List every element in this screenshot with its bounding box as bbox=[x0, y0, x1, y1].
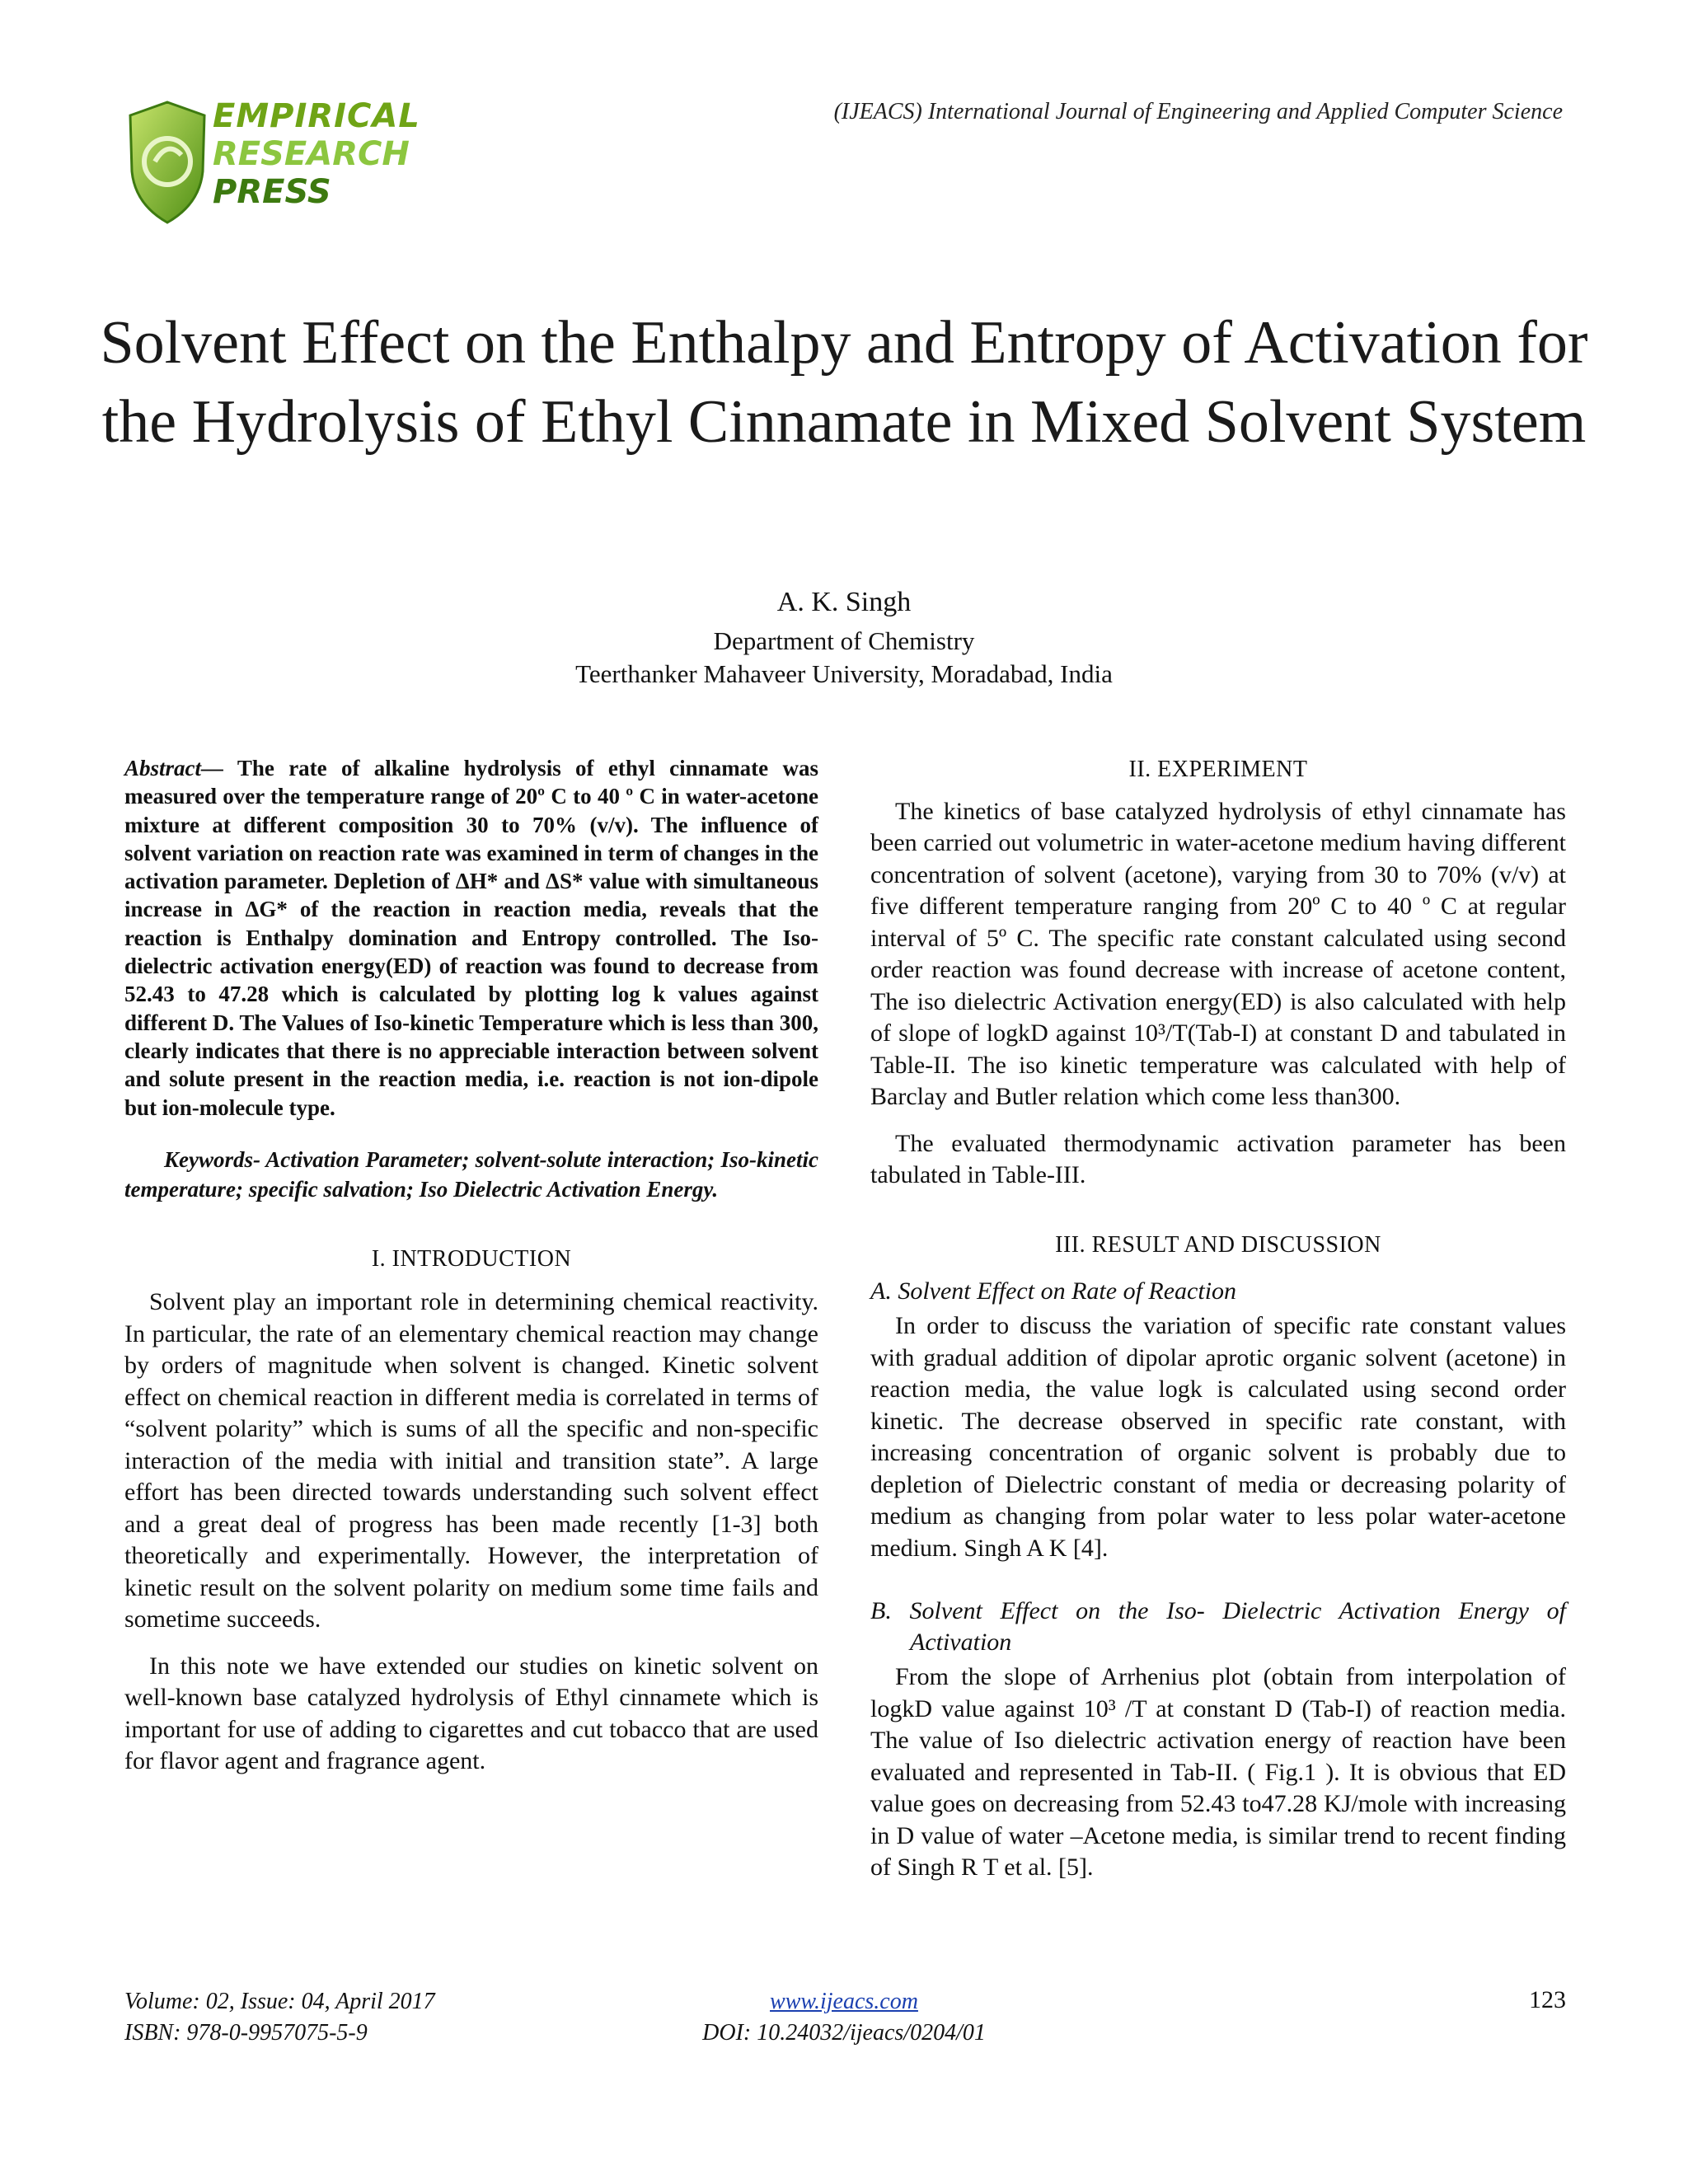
keywords: Keywords- Activation Parameter; solvent-solute interaction; Iso-kinetic temperature; specific salvation; Iso Dielectric Activation Energy. bbox=[124, 1146, 818, 1202]
section-heading-introduction: I. INTRODUCTION bbox=[371, 1245, 572, 1272]
section-heading-experiment: II. EXPERIMENT bbox=[1128, 757, 1308, 782]
subsection-heading-a: A. Solvent Effect on Rate of Reaction bbox=[870, 1277, 1237, 1305]
left-column bbox=[124, 754, 818, 1778]
results-paragraph-a: In order to discuss the variation of specific rate constant values with gradual addition of dipolar aprotic organic solvent (acetone) in reaction media, the value logk is calculated using second order kinetic. The decrease observed in specific rate constant, with increasing concentration of organic solvent is probably due to depletion of Dielectric constant of media or decreasing polarity of medium as changing from polar water to less polar water-acetone medium. Singh A K [4]. bbox=[870, 1312, 1566, 1562]
footer-isbn: ISBN: 978-0-9957075-5-9 bbox=[124, 2020, 368, 2046]
experiment-paragraph-2: The evaluated thermodynamic activation parameter has been tabulated in Table-III. bbox=[870, 1129, 1566, 1188]
intro-paragraph-2: In this note we have extended our studies on kinetic solvent on well-known base catalyzed hydrolysis of Ethyl cinnamete which is important for use of adding to cigarettes and cut tobacco that are used for flavor agent and fragrance agent. bbox=[124, 1652, 818, 1775]
publisher-logo bbox=[122, 97, 420, 229]
logo-line-3: PRESS bbox=[213, 173, 331, 211]
page-number: 123 bbox=[1529, 1986, 1566, 2013]
footer-doi: DOI: 10.24032/ijeacs/0204/01 bbox=[702, 2020, 986, 2046]
journal-name: (IJEACS) International Journal of Engineering and Applied Computer Science bbox=[833, 99, 1563, 124]
logo-line-2: RESEARCH bbox=[213, 135, 410, 173]
logo-line-1: EMPIRICAL bbox=[213, 97, 420, 135]
footer-website-link[interactable]: www.ijeacs.com bbox=[770, 1989, 918, 2014]
paper-title: Solvent Effect on the Enthalpy and Entropy of Activation for the Hydrolysis of Ethyl Cinnamate in Mixed Solvent System bbox=[100, 309, 1588, 456]
intro-paragraph-1: Solvent play an important role in determining chemical reactivity. In particular, the rate of an elementary chemical reaction may change by orders of magnitude when solvent is changed. Kinetic solvent effect on chemical reaction in different media is correlated in terms of “solvent polarity” which is sums of all the specific and non-specific interaction of the media with initial and transition state”. A large effort has been directed towards understanding such solvent effect and a great deal of progress has been made recently [1-3] both theoretically and experimentally. However, the interpretation of kinetic result on the solvent polarity on medium some time fails and sometime succeeds. bbox=[124, 1288, 818, 1633]
subsection-heading-b: B. Solvent Effect on the Iso- Dielectric Activation Energy of Activation bbox=[870, 1597, 1566, 1656]
university: Teerthanker Mahaveer University, Moradabad, India bbox=[575, 659, 1113, 688]
abstract-label: Abstract— bbox=[124, 756, 224, 780]
section-heading-results: III. RESULT AND DISCUSSION bbox=[1055, 1231, 1381, 1258]
right-column bbox=[870, 754, 1566, 1884]
experiment-paragraph-1: The kinetics of base catalyzed hydrolysis of ethyl cinnamate has been carried out volumetric in water-acetone medium having different concentration of solvent (acetone), varying from 30 to 70% (v/v) at five different temperature ranging from 20º C to 40 º C at regular interval of 5º C. The specific rate constant calculated using second order reaction was found decrease with increase of acetone content, The iso dielectric Activation energy(ED) is also calculated with help of slope of logkD against 10³/T(Tab-I) at constant D and tabulated in Table-II. The iso kinetic temperature was calculated with help of Barclay and Butler relation which come less than300. bbox=[870, 797, 1566, 1110]
footer-volume: Volume: 02, Issue: 04, April 2017 bbox=[124, 1989, 435, 2014]
author-name: A. K. Singh bbox=[776, 587, 912, 617]
department: Department of Chemistry bbox=[713, 626, 975, 655]
results-paragraph-b: From the slope of Arrhenius plot (obtain from interpolation of logkD value against 10³ /T at constant D (Tab-I) of reaction media. The value of Iso dielectric activation energy of reaction have been evaluated and represented in Tab-II. ( Fig.1 ). It is obvious that ED value goes on decreasing from 52.43 to47.28 KJ/mole with increasing in D value of water –Acetone media, is similar trend to recent finding of Singh R T et al. [5]. bbox=[870, 1663, 1566, 1881]
abstract-text: The rate of alkaline hydrolysis of ethyl cinnamate was measured over the temperature range of 20º C to 40 º C in water-acetone mixture at different composition 30 to 70% (v/v). The influence of solvent variation on reaction rate was examined in term of changes in the activation parameter. Depletion of ΔH* and ΔS* value with simultaneous increase in ΔG* of the reaction in reaction media, reveals that the reaction is Enthalpy domination and Entropy controlled. The Iso- dielectric activation energy(ED) of reaction was found to decrease from 52.43 to 47.28 which is calculated by plotting log k values against different D. The Values of Iso-kinetic Temperature which is less than 300, clearly indicates that there is no appreciable interaction between solvent and solute present in the reaction media, i.e. reaction is not ion-dipole but ion-molecule type. bbox=[124, 756, 818, 1120]
abstract bbox=[124, 754, 818, 1122]
shield-logo-icon bbox=[122, 97, 213, 229]
